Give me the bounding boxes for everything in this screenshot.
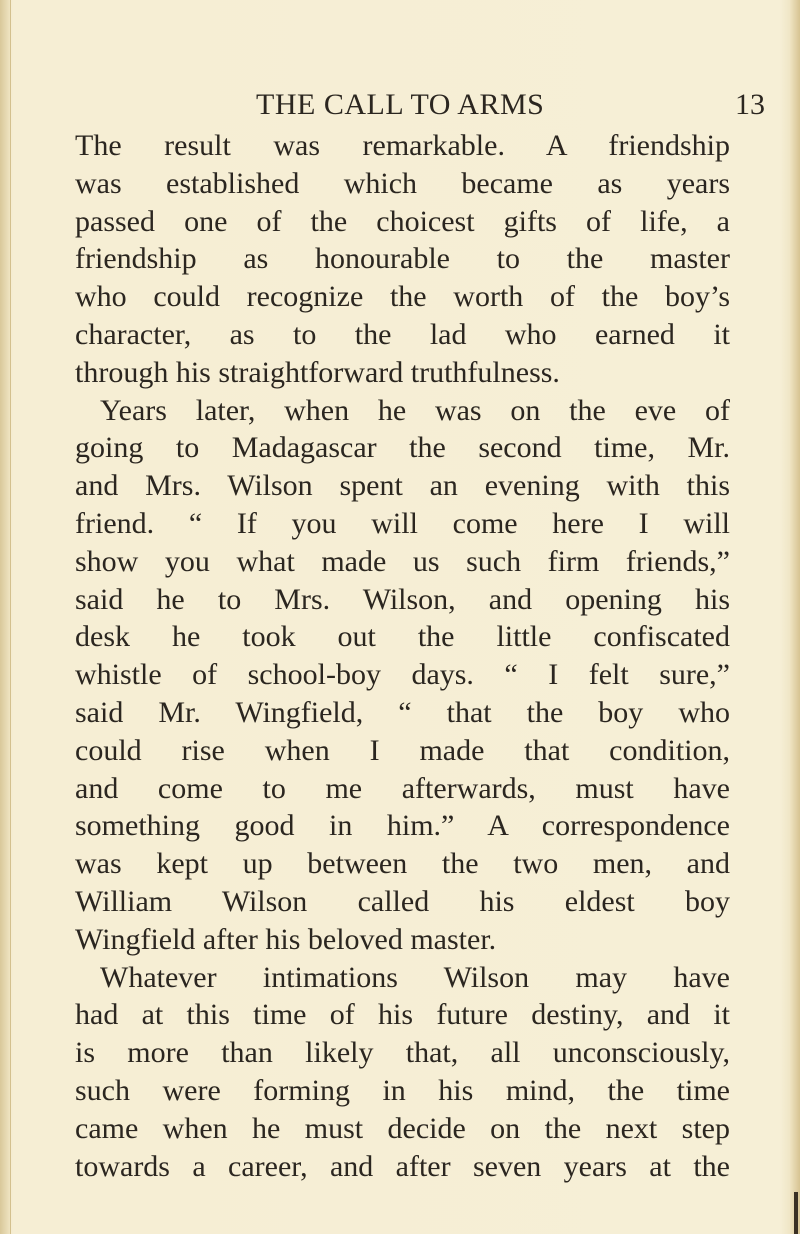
text-line: Years later, when he was on the eve of: [100, 393, 730, 427]
text-line: was kept up between the two men, and: [75, 847, 730, 881]
text-line: who could recognize the worth of the boy’s: [75, 280, 730, 314]
text-line: something good in him.” A correspondence: [75, 809, 730, 843]
page-number: 13: [735, 88, 765, 121]
text-line: through his straightforward truthfulness.: [75, 355, 560, 389]
text-line: The result was remarkable. A friendship: [75, 129, 730, 162]
body-text: [75, 127, 730, 1185]
text-line: was established which became as years: [75, 166, 730, 200]
text-line: said he to Mrs. Wilson, and opening his: [75, 582, 730, 616]
binding-line: [10, 0, 11, 1234]
edge-mark: [794, 1192, 798, 1234]
text-line: came when he must decide on the next step: [75, 1111, 730, 1145]
text-line: show you what made us such firm friends,”: [75, 544, 730, 578]
text-line: had at this time of his future destiny, and it: [75, 998, 730, 1032]
text-line: towards a career, and after seven years at the: [75, 1149, 730, 1183]
text-line: could rise when I made that condition,: [75, 733, 730, 767]
running-head: THE CALL TO ARMS: [256, 88, 545, 121]
text-line: such were forming in his mind, the time: [75, 1073, 730, 1107]
text-line: character, as to the lad who earned it: [75, 317, 730, 351]
text-line: said Mr. Wingfield, “ that the boy who: [75, 695, 730, 729]
text-line: desk he took out the little confiscated: [75, 620, 730, 654]
text-line: Wingfield after his beloved master.: [75, 922, 497, 956]
text-line: and Mrs. Wilson spent an evening with this: [75, 469, 730, 503]
text-line: going to Madagascar the second time, Mr.: [75, 431, 730, 465]
page-outer-edge: [790, 0, 800, 1234]
text-line: is more than likely that, all unconsciously,: [75, 1036, 730, 1070]
text-line: and come to me afterwards, must have: [75, 771, 730, 805]
text-line: friend. “ If you will come here I will: [75, 506, 730, 540]
text-line: Whatever intimations Wilson may have: [100, 960, 730, 994]
page-binding-edge: [0, 0, 10, 1234]
text-line: William Wilson called his eldest boy: [75, 884, 730, 918]
text-line: friendship as honourable to the master: [75, 242, 730, 276]
text-line: passed one of the choicest gifts of life, a: [75, 204, 730, 238]
text-line: whistle of school-boy days. “ I felt sure,”: [75, 658, 730, 692]
